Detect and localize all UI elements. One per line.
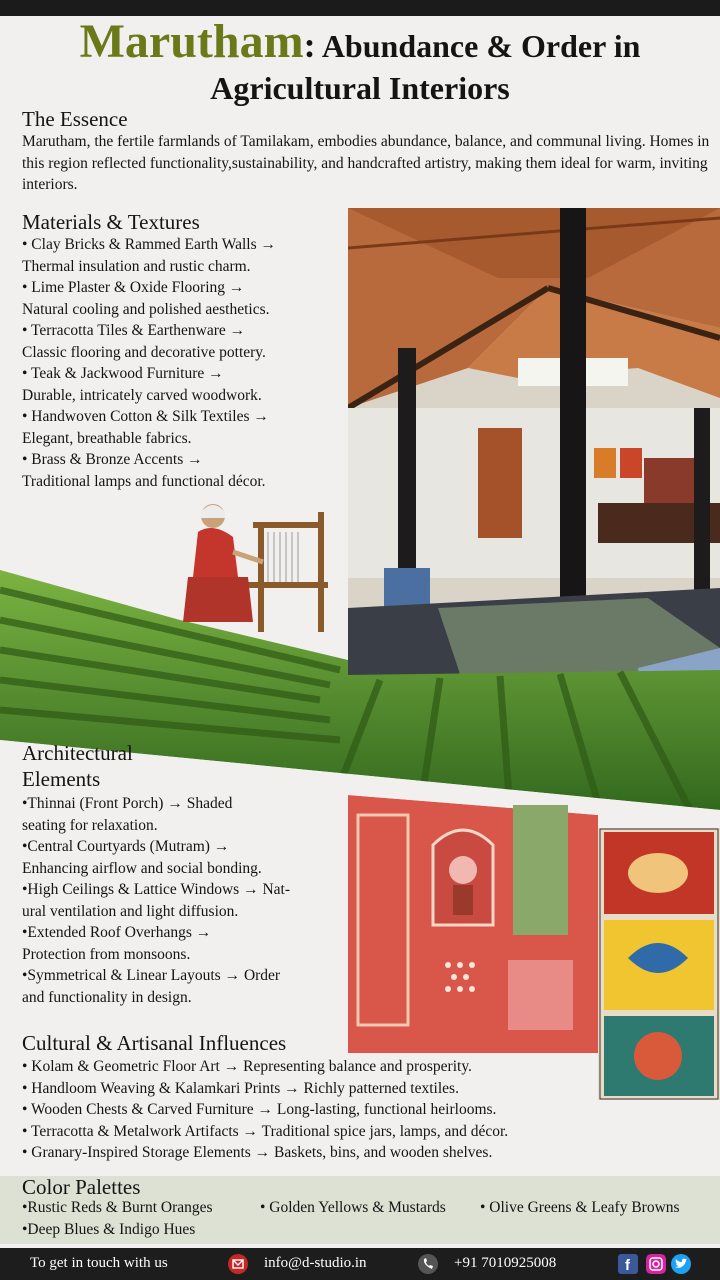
- list-item: •Extended Roof Overhangs → Protection from monsoons.: [22, 924, 212, 963]
- architecture-heading-2: Elements: [22, 767, 101, 792]
- list-item: • Clay Bricks & Rammed Earth Walls → Thermal insulation and rustic charm.: [22, 236, 277, 275]
- email-icon: [228, 1254, 248, 1274]
- palette-heading: Color Palettes: [22, 1175, 141, 1199]
- contact-label: To get in touch with us: [30, 1255, 168, 1271]
- list-item: • Kolam & Geometric Floor Art → Representing balance and prosperity.: [22, 1058, 472, 1076]
- cultural-heading: Cultural & Artisanal Influences: [22, 1031, 287, 1055]
- instagram-icon[interactable]: [646, 1254, 666, 1274]
- palette-item-green: • Olive Greens & Leafy Browns: [480, 1199, 680, 1216]
- list-item: •Central Courtyards (Mutram) → Enhancing airflow and social bonding.: [22, 838, 262, 877]
- color-palette-section: [0, 1176, 720, 1244]
- architecture-section: [22, 742, 352, 1008]
- palette-item-blue: •Deep Blues & Indigo Hues: [22, 1221, 196, 1238]
- weaver-illustration: [178, 492, 348, 642]
- title-rest: Abundance & Order in: [315, 28, 641, 64]
- list-item: • Terracotta Tiles & Earthenware → Classic flooring and decorative pottery.: [22, 322, 266, 361]
- list-item: • Brass & Bronze Accents → Traditional lamps and functional décor.: [22, 451, 266, 490]
- cultural-list: [22, 1056, 712, 1164]
- architecture-heading-1: Architectural: [22, 741, 133, 765]
- list-item: • Wooden Chests & Carved Furniture → Long-lasting, functional heirlooms.: [22, 1101, 497, 1119]
- materials-heading: Materials & Textures: [22, 210, 200, 234]
- essence-section: [22, 108, 712, 196]
- svg-text:f: f: [625, 1257, 630, 1274]
- email-link[interactable]: info@d-studio.in: [264, 1255, 367, 1271]
- cultural-section: [22, 1032, 712, 1164]
- essence-heading: The Essence: [22, 107, 128, 131]
- essence-text: Marutham, the fertile farmlands of Tamilakam, embodies abundance, balance, and communal living. Homes in this region reflected functionality,sustainability, and handcrafted artistry, making them ideal for warm, inviting interiors.: [22, 133, 710, 194]
- title-line2: Agricultural Interiors: [210, 70, 510, 106]
- top-bar: [0, 0, 720, 16]
- materials-section: [22, 211, 352, 492]
- twitter-icon[interactable]: [671, 1254, 691, 1274]
- palette-item-red: •Rustic Reds & Burnt Oranges: [22, 1199, 213, 1216]
- materials-list: [22, 234, 352, 492]
- red-wall-niche-image: [348, 775, 598, 1053]
- list-item: •High Ceilings & Lattice Windows → Nat- ural ventilation and light diffusion.: [22, 881, 290, 920]
- footer-bar: [0, 1248, 720, 1280]
- phone-link[interactable]: +91 7010925008: [454, 1255, 557, 1271]
- list-item: • Terracotta & Metalwork Artifacts → Traditional spice jars, lamps, and décor.: [22, 1122, 509, 1140]
- phone-icon: [418, 1254, 438, 1274]
- palette-item-yellow: • Golden Yellows & Mustards: [260, 1199, 446, 1216]
- list-item: • Granary-Inspired Storage Elements → Baskets, bins, and wooden shelves.: [22, 1144, 493, 1162]
- list-item: • Handloom Weaving & Kalamkari Prints → Richly patterned textiles.: [22, 1079, 459, 1097]
- architecture-list: [22, 793, 352, 1008]
- page-title: [0, 15, 720, 106]
- facebook-icon[interactable]: [618, 1254, 638, 1274]
- list-item: • Lime Plaster & Oxide Flooring → Natural cooling and polished aesthetics.: [22, 279, 270, 318]
- title-colon: :: [303, 25, 316, 65]
- list-item: • Handwoven Cotton & Silk Textiles → Elegant, breathable fabrics.: [22, 408, 269, 447]
- title-main: Marutham: [79, 15, 304, 68]
- list-item: •Symmetrical & Linear Layouts → Order and functionality in design.: [22, 967, 281, 1006]
- list-item: • Teak & Jackwood Furniture → Durable, intricately carved woodwork.: [22, 365, 262, 404]
- list-item: •Thinnai (Front Porch) → Shaded seating for relaxation.: [22, 795, 233, 834]
